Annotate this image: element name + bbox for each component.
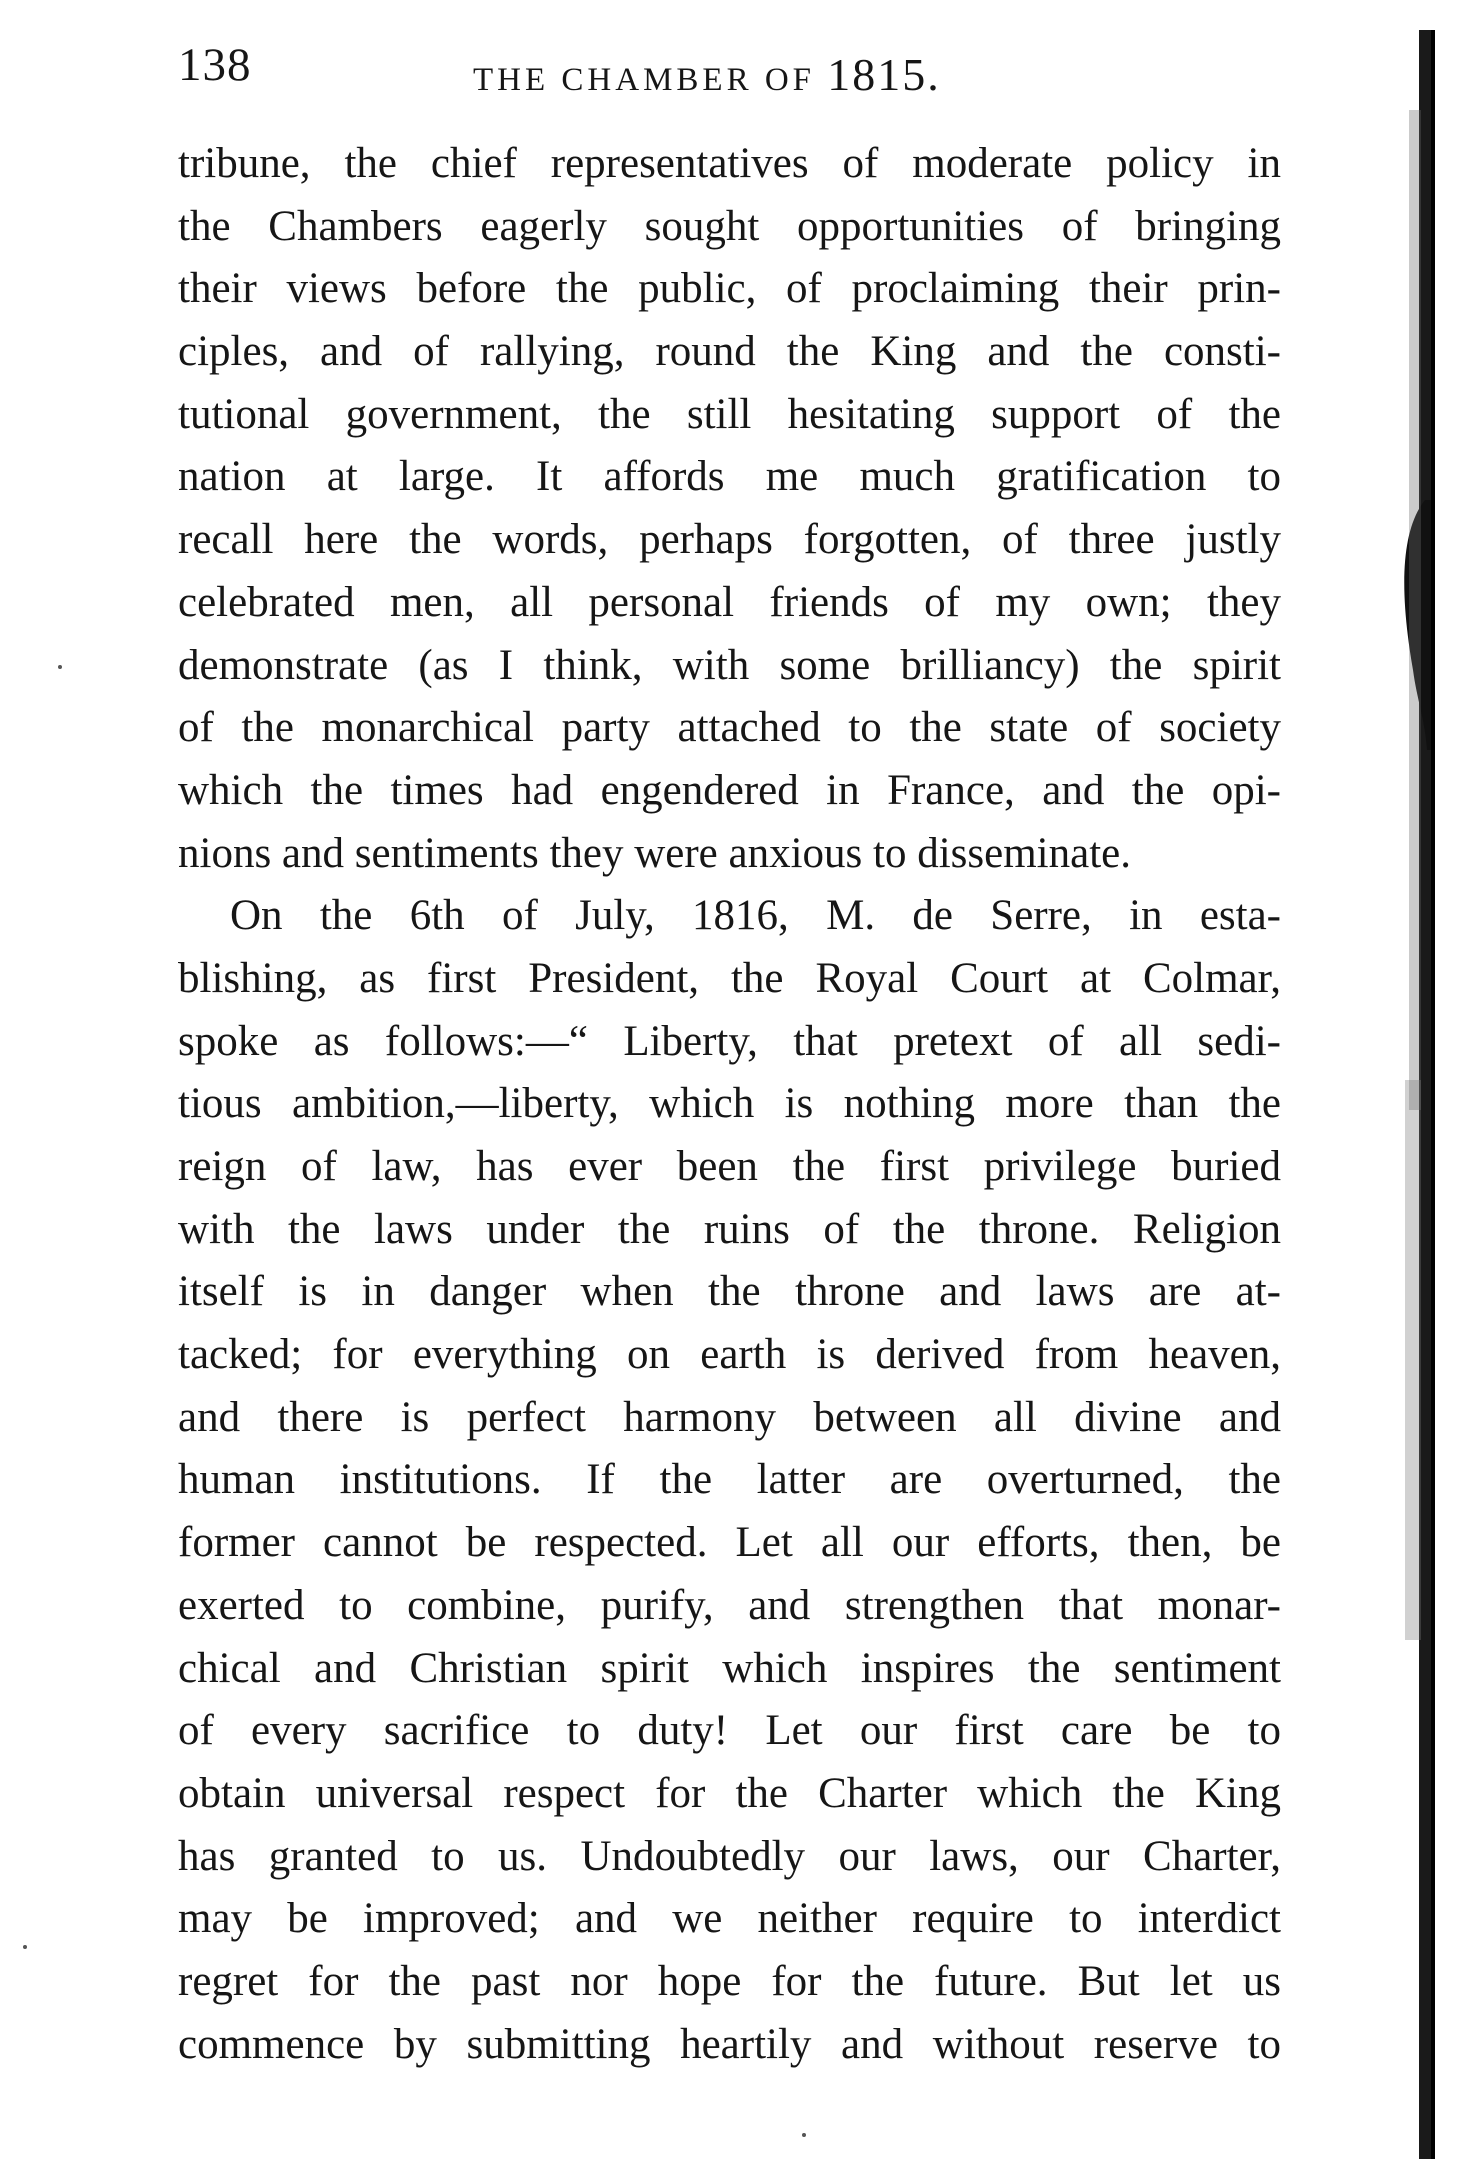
running-head <box>473 48 941 101</box>
text-line: tutional government, the still hesitating support of the <box>178 390 1281 438</box>
text-line: nation at large. It affords me much gratification to <box>178 453 1281 501</box>
binding-noise-upper <box>1409 110 1421 1110</box>
text-line: spoke as follows:—“ Liberty, that pretext of all sedi- <box>178 1017 1281 1065</box>
text-line: On the 6th of July, 1816, M. de Serre, in esta- <box>230 892 1281 940</box>
text-line: tribune, the chief representatives of moderate policy in <box>178 140 1281 187</box>
page-header <box>178 38 1290 98</box>
text-line: of every sacrifice to duty! Let our first care be to <box>178 1707 1281 1755</box>
binding-shadow-strip <box>1419 30 1433 2159</box>
text-line: reign of law, has ever been the first privilege buried <box>178 1143 1281 1190</box>
running-head-year: 1815. <box>827 49 941 100</box>
binding-edge-line <box>1431 30 1435 2159</box>
text-line: ciples, and of rallying, round the King and the consti- <box>178 328 1281 376</box>
paper-speck <box>802 2133 806 2137</box>
text-line: tacked; for everything on earth is derived from heaven, <box>178 1331 1281 1379</box>
paragraph-1 <box>178 133 1281 885</box>
text-line: itself is in danger when the throne and laws are at- <box>178 1268 1281 1316</box>
text-line: celebrated men, all personal friends of my own; they <box>178 578 1281 626</box>
text-line: with the laws under the ruins of the throne. Religion <box>178 1205 1281 1253</box>
text-line: has granted to us. Undoubtedly our laws, our Charter, <box>178 1832 1281 1880</box>
text-line: former cannot be respected. Let all our efforts, then, be <box>178 1519 1281 1567</box>
text-line: may be improved; and we neither require to interdict <box>178 1895 1281 1943</box>
text-line: exerted to combine, purify, and strengthen that monar- <box>178 1581 1281 1629</box>
text-line: their views before the public, of proclaiming their prin- <box>178 265 1281 313</box>
text-line: blishing, as first President, the Royal Court at Colmar, <box>178 954 1281 1002</box>
text-line: obtain universal respect for the Charter which the King <box>178 1769 1281 1817</box>
running-head-title: THE CHAMBER OF <box>473 62 828 98</box>
text-line: the Chambers eagerly sought opportunities of bringing <box>178 202 1281 250</box>
paper-speck <box>58 665 62 669</box>
paragraph-2 <box>178 885 1281 2076</box>
body-text <box>178 133 1281 2076</box>
text-line: regret for the past nor hope for the future. But let us <box>178 1957 1281 2005</box>
text-line: and there is perfect harmony between all divine and <box>178 1393 1281 1441</box>
text-line: tious ambition,—liberty, which is nothing more than the <box>178 1080 1281 1128</box>
text-line: demonstrate (as I think, with some brilliancy) the spirit <box>178 641 1281 689</box>
text-line: human institutions. If the latter are overturned, the <box>178 1456 1281 1504</box>
paper-speck <box>23 1945 27 1949</box>
text-line: recall here the words, perhaps forgotten, of three justly <box>178 516 1281 564</box>
page-number: 138 <box>178 39 252 91</box>
text-line: nions and sentiments they were anxious to disseminate. <box>178 829 1131 877</box>
text-line: which the times had engendered in France, and the opi- <box>178 766 1281 814</box>
text-line: of the monarchical party attached to the state of society <box>178 704 1281 752</box>
text-line: chical and Christian spirit which inspires the sentiment <box>178 1644 1281 1692</box>
page-binding-edge <box>1391 30 1443 2159</box>
binding-noise-lower <box>1405 1080 1421 1640</box>
text-line: commence by submitting heartily and without reserve to <box>178 2020 1281 2068</box>
